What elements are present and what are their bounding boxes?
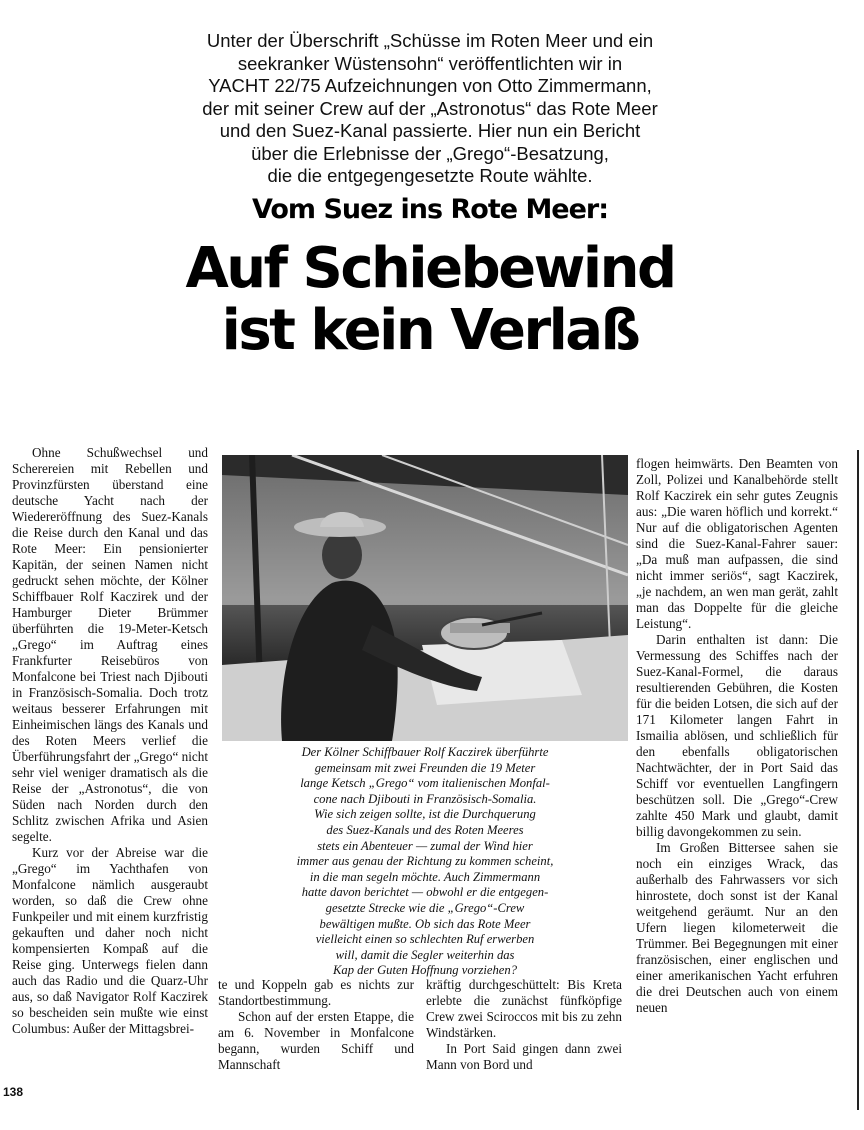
page-number: 138	[3, 1085, 24, 1099]
paragraph: te und Koppeln gab es nichts zur Standortbestimmung.	[218, 977, 414, 1008]
caption-line: cone nach Djibouti in Französisch-Somalia.	[313, 791, 537, 806]
intro-line: über die Erlebnisse der „Grego“-Besatzung,	[251, 142, 609, 164]
caption-line: hatte davon berichtet — obwohl er die entgegen-	[301, 885, 549, 900]
caption-line: immer aus genau der Richtung zu kommen scheint,	[296, 854, 554, 869]
photo-illustration	[222, 455, 628, 741]
caption-line: Der Kölner Schiffbauer Rolf Kaczirek überführte	[301, 745, 549, 759]
paragraph: Ohne Schußwechsel und Scherereien mit Rebellen und Provinzfürsten überstand eine deutsche Yacht nach der Wiedereröffnung des Suez-Kanals die Reise durch den Kanal und das Rote Meer: Ein pensionierter Kapitän, der seinen Namen nicht gedruckt sehen möchte, der Kölner Schiffbauer Rolf Kaczirek und der Hamburger Dieter Brümmer überführten die 19-Meter-Ketsch „Grego“ im Auftrag eines Frankfurter Reisebüros von Monfalcone bei Triest nach Djibouti in Französisch-Somalia. Doch trotz weitaus besserer Erfahrungen mit Einheimischen längs des Kanals und des Roten Meers verlief die Überführungsfahrt der „Grego“ nicht sehr viel weniger dramatisch als die Reise der „Astronotus“, die von Süden nach Norden durch den Schlitz zwischen Afrika und Asien segelte.	[12, 445, 208, 844]
headline	[40, 238, 820, 362]
headline-line: Auf Schiebewind	[185, 236, 675, 301]
intro-line: die die entgegengesetzte Route wählte.	[267, 165, 593, 186]
photo-caption	[222, 745, 628, 979]
article-column-3	[426, 977, 622, 1073]
caption-line: Wie sich zeigen sollte, ist die Durchquerung	[314, 807, 536, 822]
caption-line: vielleicht einen so schlechten Ruf erwerben	[315, 932, 535, 947]
caption-line: des Suez-Kanals und des Roten Meeres	[326, 822, 524, 837]
intro-text	[110, 30, 750, 188]
intro-line: und den Suez-Kanal passierte. Hier nun ein Bericht	[219, 120, 641, 141]
paragraph: Im Großen Bittersee sahen sie noch ein einziges Wrack, das außerhalb des Fahrwassers vor sich hinrostete, doch sonst ist der Kanal weitgehend geräumt. Nur an den Ufern liegen kilometerweit die Trümmer. Bei Begegnungen mit einer französischen, einer englischen und einer amerikanischen Yacht erfuhren die drei Deutschen auch von einem neuen	[636, 840, 838, 1015]
caption-line: gesetzte Strecke wie die „Grego“-Crew	[325, 900, 525, 915]
photo-sailor-at-helm	[222, 455, 628, 741]
article-column-2	[218, 977, 414, 1073]
paragraph: In Port Said gingen dann zwei Mann von Bord und	[426, 1041, 622, 1072]
intro-line: der mit seiner Crew auf der „Astronotus“ das Rote Meer	[202, 97, 658, 119]
caption-line: lange Ketsch „Grego“ vom italienischen Monfal-	[300, 776, 550, 791]
paragraph: Schon auf der ersten Etappe, die am 6. November in Monfalcone begann, wurden Schiff und Mannschaft	[218, 1009, 414, 1072]
page-edge-rule	[857, 450, 859, 1110]
intro-line: Unter der Überschrift „Schüsse im Roten Meer und ein	[206, 30, 654, 51]
paragraph: Kurz vor der Abreise war die „Grego“ im Yachthafen von Monfalcone nämlich ausgeraubt worden, so daß die Crew ohne Funkpeiler und mit einem kurzfristig gekauften und daher noch nicht kompensierten Kompaß auf die Reise ging. Unterwegs fielen dann auch das Radio und die Quarz-Uhr aus, so daß Navigator Rolf Kaczirek so bescheiden sein mußte wie einst Columbus: Außer der Mittagsbrei-	[12, 845, 208, 1036]
caption-line: in die man segeln möchte. Auch Zimmermann	[309, 869, 541, 884]
intro-line: YACHT 22/75 Aufzeichnungen von Otto Zimmermann,	[208, 75, 652, 96]
paragraph: flogen heimwärts. Den Beamten von Zoll, Polizei und Kanalbehörde stellt Rolf Kaczirek ein sehr gutes Zeugnis aus: „Die waren höflich und korrekt.“ Nur auf die obligatorischen Agenten sind die Suez-Kanal-Fahrer sauer: „Da muß man aufpassen, die sind nicht immer seriös“, sagt Kaczirek, „je nachdem, an wen man gerät, zahlt man das Doppelte für die gleiche Leistung“.	[636, 456, 838, 631]
caption-line: Kap der Guten Hoffnung vorziehen?	[333, 963, 517, 978]
article-column-1	[12, 445, 208, 1037]
paragraph: kräftig durchgeschüttelt: Bis Kreta erlebte die zunächst fünfköpfige Crew zwei Sciroccos mit bis zu zehn Windstärken.	[426, 977, 622, 1040]
caption-line: will, damit die Segler weiterhin das	[335, 947, 515, 962]
paragraph: Darin enthalten ist dann: Die Vermessung des Schiffes nach der Suez-Kanal-Formel, die daraus resultierenden Gebühren, die Kosten für die beiden Lotsen, die sich auf der 171 Kilometer langen Fahrt in Ismailia ablösen, und schließlich für den ebenfalls obligatorischen Nachtwächter, der in Port Said das Schiff vor eventuellen Langfingern beschützen soll. Die „Grego“-Crew zahlte 450 Mark und glaubt, damit billig davongekommen zu sein.	[636, 632, 838, 839]
kicker-heading: Vom Suez ins Rote Meer:	[251, 194, 609, 225]
headline-line: ist kein Verlaß	[221, 298, 639, 363]
article-column-4	[636, 456, 838, 1016]
caption-line: gemeinsam mit zwei Freunden die 19 Meter	[314, 760, 536, 775]
caption-line: stets ein Abenteuer — zumal der Wind hier	[317, 838, 533, 853]
caption-line: bewältigen mußte. Ob sich das Rote Meer	[319, 916, 531, 931]
intro-line: seekranker Wüstensohn“ veröffentlichten wir in	[237, 52, 623, 74]
